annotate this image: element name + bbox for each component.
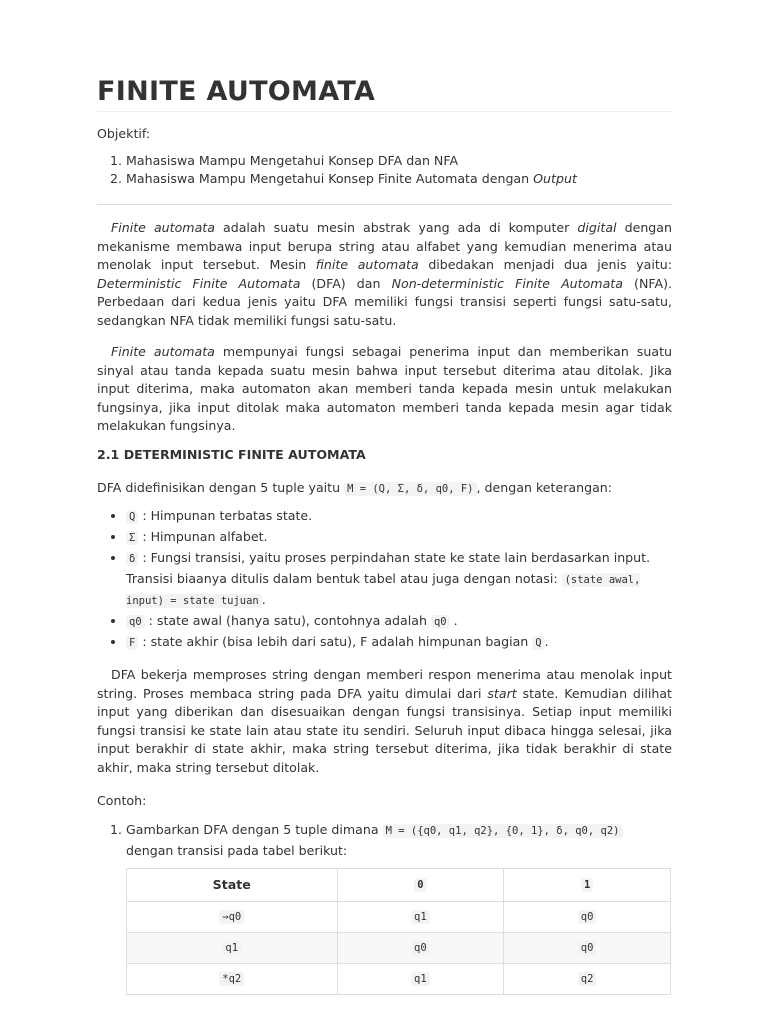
example-item: 1. Gambarkan DFA dengan 5 tuple dimana M = ({q0, q1, q2}, {0, 1}, δ, q0, q2) dengan transisi pada tabel berikut: State 0 1 →q0 q1 q0 q1 q0 q0 *q2 q1 q2	[126, 820, 672, 995]
table-cell: q0	[504, 901, 671, 932]
table-row	[127, 963, 671, 994]
definition-item: • Σ : Himpunan alfabet.	[126, 527, 672, 548]
objectives-label: Objektif:	[97, 126, 151, 141]
tuple-definitions	[97, 506, 672, 653]
table-row	[127, 901, 671, 932]
divider	[97, 204, 672, 205]
table-cell: q2	[504, 963, 671, 994]
table-cell: q0	[337, 932, 504, 963]
table-header: 1	[504, 868, 671, 901]
section-heading: 2.1 DETERMINISTIC FINITE AUTOMATA	[97, 446, 366, 462]
table-cell: q1	[127, 932, 338, 963]
transition-table	[126, 868, 671, 995]
definition-item: • q0 : state awal (hanya satu), contohnya adalah q0 .	[126, 611, 672, 632]
table-header: 0	[337, 868, 504, 901]
table-cell: q1	[337, 963, 504, 994]
paragraph-process: DFA bekerja memproses string dengan memberi respon menerima atau menolak input string. Proses membaca string pada DFA yaitu dimulai dari start state. Kemudian dilihat input yang diberikan dan disesuaikan dengan fungsi transisinya. Setiap input memiliki fungsi transisi ke state lain atau state itu sendiri. Seluruh input dibaca hingga selesai, jika input berakhir di state akhir, maka string tersebut diterima, jika tidak berakhir di state akhir, maka string tersebut ditolak.	[97, 667, 672, 775]
page-title: FINITE AUTOMATA	[97, 74, 672, 112]
paragraph-intro: Finite automata adalah suatu mesin abstrak yang ada di komputer digital dengan mekanisme membawa input berupa string atau alfabet yang kemudian menerima atau menolak input tersebut. Mesin finite automata dibedakan menjadi dua jenis yaitu: Deterministic Finite Automata (DFA) dan Non-deterministic Finite Automata (NFA). Perbedaan dari kedua jenis yaitu DFA memiliki fungsi transisi seperti fungsi satu-satu, sedangkan NFA tidak memiliki fungsi satu-satu.	[97, 220, 672, 328]
definition-item: • Q : Himpunan terbatas state.	[126, 506, 672, 527]
table-header: State	[127, 868, 338, 901]
table-row	[127, 932, 671, 963]
paragraph-function: Finite automata mempunyai fungsi sebagai penerima input dan memberikan suatu sinyal atau tanda kepada suatu mesin bahwa input tersebut diterima atau ditolak. Jika input diterima, maka automaton akan memberi tanda kepada mesin untuk melakukan fungsinya, jika input ditolak maka automaton memberi tanda kepada mesin agar tidak melakukan fungsinya.	[97, 344, 672, 433]
objective-item: 1. Mahasiswa Mampu Mengetahui Konsep DFA dan NFA	[126, 152, 672, 170]
definition-item: • F : state akhir (bisa lebih dari satu), F adalah himpunan bagian Q .	[126, 632, 672, 653]
objective-item: 2. Mahasiswa Mampu Mengetahui Konsep Finite Automata dengan Output	[126, 170, 672, 188]
table-cell: q1	[337, 901, 504, 932]
contoh-label: Contoh:	[97, 793, 147, 808]
table-cell: q0	[504, 932, 671, 963]
table-cell: *q2	[127, 963, 338, 994]
example-list	[97, 820, 672, 995]
dfa-definition: DFA didefinisikan dengan 5 tuple yaitu M = (Q, Σ, δ, q0, F) , dengan keterangan:	[97, 479, 613, 495]
definition-item: • δ : Fungsi transisi, yaitu proses perpindahan state ke state lain berdasarkan input. Transisi biaanya ditulis dalam bentuk tabel atau juga dengan notasi: (state awal, input) = state tujuan .	[126, 548, 672, 611]
objectives-list	[97, 152, 672, 188]
table-cell: →q0	[127, 901, 338, 932]
table-header-row	[127, 868, 671, 901]
